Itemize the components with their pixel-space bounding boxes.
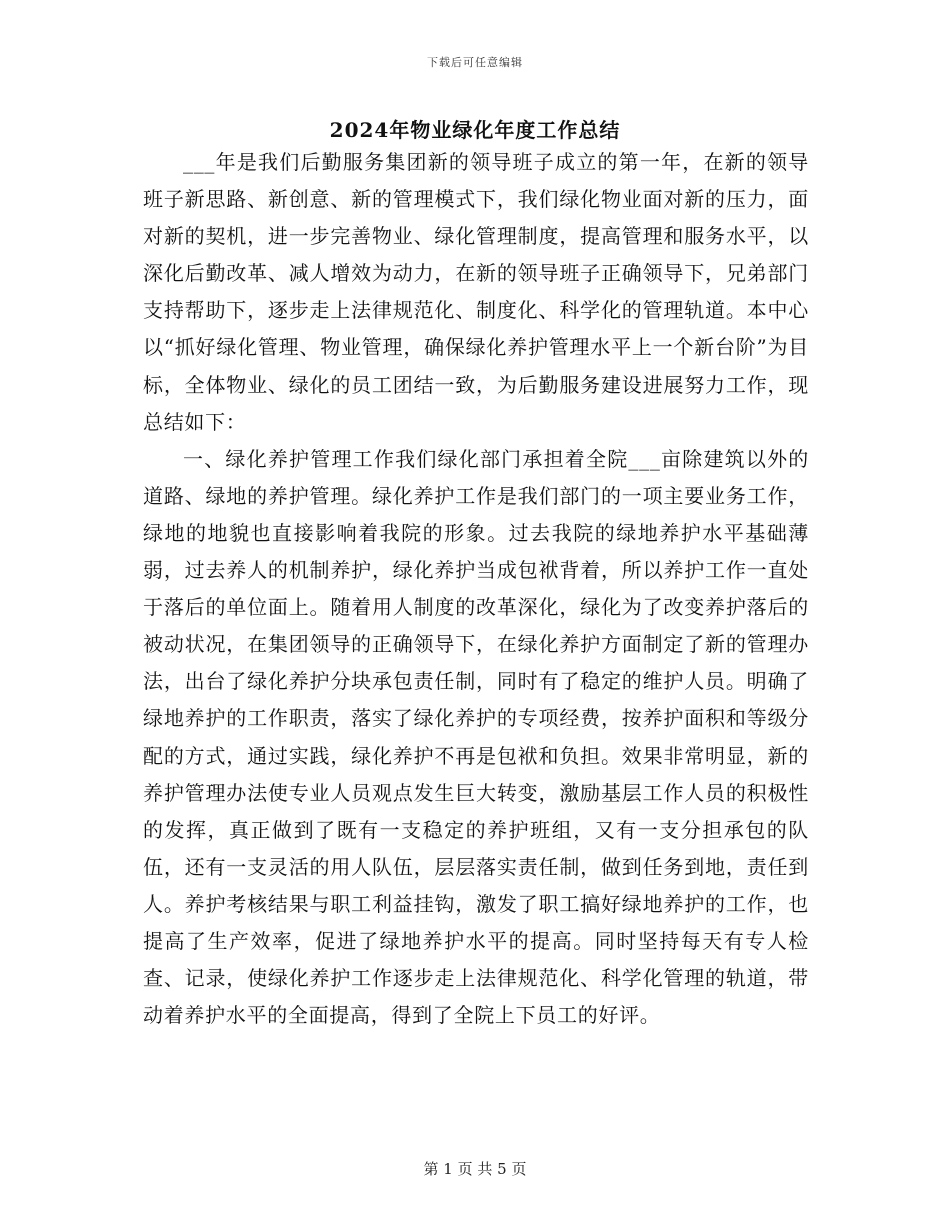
header-note: 下载后可任意编辑: [427, 56, 523, 69]
paragraph-section-1: 一、绿化养护管理工作我们绿化部门承担着全院___亩除建筑以外的道路、绿地的养护管理。绿化养护工作是我们部门的一项主要业务工作，绿地的地貌也直接影响着我院的形象。过去我院的绿地养护水平基础薄弱，过去养人的机制养护，绿化养护当成包袱背着，所以养护工作一直处于落后的单位面上。随着用人制度的改革深化，绿化为了改变养护落后的被动状况，在集团领导的正确领导下，在绿化养护方面制定了新的管理办法，出台了绿化养护分块承包责任制，同时有了稳定的维护人员。明确了绿地养护的工作职责，落实了绿化养护的专项经费，按养护面积和等级分配的方式，通过实践，绿化养护不再是包袱和负担。效果非常明显，新的养护管理办法使专业人员观点发生巨大转变，激励基层工作人员的积极性的发挥，真正做到了既有一支稳定的养护班组，又有一支分担承包的队伍，还有一支灵活的用人队伍，层层落实责任制，做到任务到地，责任到人。养护考核结果与职工利益挂钩，激发了职工搞好绿地养护的工作，也提高了生产效率，促进了绿地养护水平的提高。同时坚持每天有专人检查、记录，使绿化养护工作逐步走上法律规范化、科学化管理的轨道，带动着养护水平的全面提高，得到了全院上下员工的好评。: [143, 446, 809, 1028]
paragraph-intro: ___年是我们后勤服务集团新的领导班子成立的第一年，在新的领导班子新思路、新创意、新的管理模式下，我们绿化物业面对新的压力，面对新的契机，进一步完善物业、绿化管理制度，提高管理和服务水平，以深化后勤改革、减人增效为动力，在新的领导班子正确领导下，兄弟部门支持帮助下，逐步走上法律规范化、制度化、科学化的管理轨道。本中心以“抓好绿化管理、物业管理，确保绿化养护管理水平上一个新台阶”为目标，全体物业、绿化的员工团结一致，为后勤服务建设进展努力工作，现总结如下：: [143, 150, 809, 434]
document-title: 2024年物业绿化年度工作总结: [329, 118, 621, 142]
document-body: [143, 144, 809, 1034]
page-number: 第 1 页 共 5 页: [423, 1160, 527, 1178]
